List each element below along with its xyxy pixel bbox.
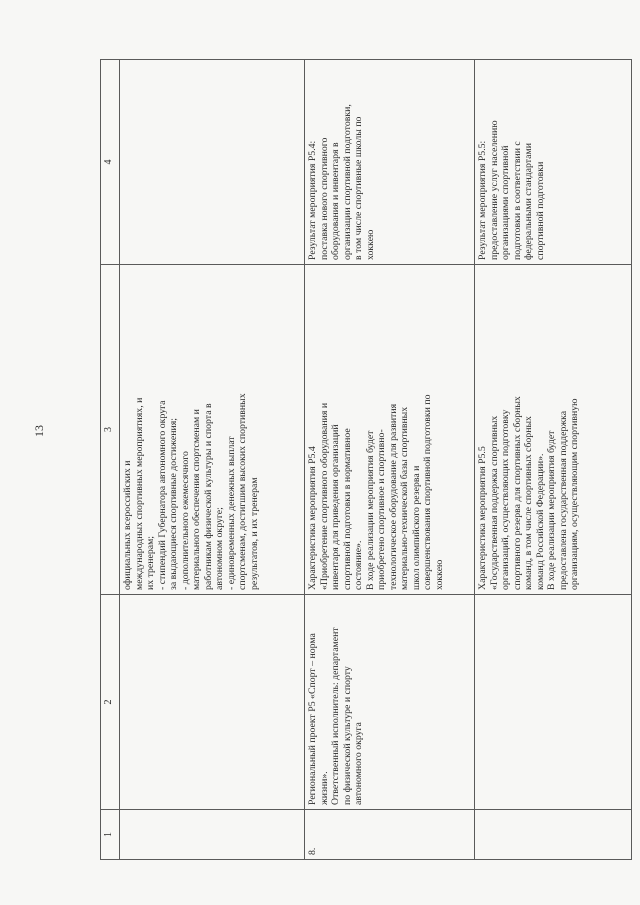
table-container: [100, 60, 628, 860]
column-header: 3: [101, 265, 120, 595]
cell-text-line: организациям, осуществляющим спортивную: [569, 398, 581, 590]
cell-text-line: международных спортивных мероприятиях, и: [133, 397, 145, 590]
cell-text-line: организациями спортивной: [500, 145, 512, 260]
cell-text-line: «Приобретение спортивного оборудования и: [318, 402, 330, 590]
cell-text-line: поставка нового спортивного: [318, 137, 330, 260]
cell-text-line: автономном округе;: [214, 507, 226, 590]
cell-text-line: технологическое оборудование для развития: [387, 403, 399, 590]
column-header: 2: [101, 595, 120, 810]
cell-text-line: хоккею: [364, 229, 376, 260]
cell-text-line: результатов, и их тренерам: [249, 477, 261, 590]
project-cell: [305, 595, 475, 810]
cell-text-line: спортивной подготовки в нормативное: [341, 428, 353, 590]
cell-text-line: материального обеспечения спортсменам и: [191, 409, 203, 590]
cell-text-line: за выдающиеся спортивные достижения;: [168, 418, 180, 590]
characteristic-cell: [305, 265, 475, 595]
program-table: [100, 59, 632, 860]
cell-text-line: - дополнительного ежемесячного: [179, 451, 191, 590]
cell-text-line: Ответственный исполнитель: департамент: [330, 627, 342, 805]
characteristic-cell: [475, 265, 632, 595]
project-cell: [475, 595, 632, 810]
column-header: 4: [101, 60, 120, 265]
cell-text-line: по физической культуре и спорту: [341, 666, 353, 805]
page-number: 13: [32, 425, 46, 437]
cell-text-line: спортсменам, достигшим высоких спортивных: [237, 393, 249, 590]
result-cell: [305, 60, 475, 265]
cell-text-line: их тренерам;: [145, 536, 157, 590]
result-cell: [475, 60, 632, 265]
cell-text-line: школ олимпийского резерва и: [410, 465, 422, 590]
cell-text-line: В ходе реализации мероприятия будет: [364, 430, 376, 590]
cell-text-line: предоставлена государственная поддержка: [557, 410, 569, 590]
cell-text-line: совершенствования спортивной подготовки по: [422, 394, 434, 590]
row-number-cell: [475, 810, 632, 860]
cell-text-line: спортивной подготовки: [534, 161, 546, 260]
cell-text-line: организаций, осуществляющих подготовку: [500, 409, 512, 590]
result-cell: [120, 60, 305, 265]
cell-text-line: федеральными стандартами: [523, 143, 535, 260]
cell-text-line: материально-технической базы спортивных: [399, 406, 411, 590]
cell-text-line: Результат мероприятия Р5.5:: [477, 140, 488, 260]
row-number-cell: [120, 810, 305, 860]
cell-text-line: команд, в том числе спортивных сборных: [523, 416, 535, 590]
cell-text-line: предоставление услуг населению: [488, 120, 500, 260]
characteristic-cell: [120, 265, 305, 595]
row-number-cell: 8.: [305, 810, 475, 860]
cell-text-line: - единовременных денежных выплат: [225, 436, 237, 590]
table-row: [120, 60, 305, 860]
cell-text-line: «Государственная поддержка спортивных: [488, 415, 500, 590]
cell-text-line: организации спортивной подготовки,: [341, 104, 353, 260]
cell-text-line: - стипендий Губернатора автономного округа: [156, 400, 168, 590]
cell-text-line: Результат мероприятия Р5.4:: [307, 140, 318, 260]
project-cell: [120, 595, 305, 810]
cell-text-line: Характеристика мероприятия Р5.5: [477, 446, 488, 590]
cell-text-line: спортивного резерва для спортивных сборных: [511, 396, 523, 590]
cell-text-line: Характеристика мероприятия Р5.4: [307, 446, 318, 590]
cell-text-line: официальных всероссийских и: [122, 460, 133, 590]
cell-text-line: Региональный проект Р5 «Спорт – норма: [307, 633, 318, 805]
table-row: [475, 60, 632, 860]
table-row: [305, 60, 475, 860]
cell-text-line: приобретено спортивное и спортивно-: [376, 429, 388, 590]
cell-text-line: работникам физической культуры и спорта в: [202, 403, 214, 590]
cell-text-line: в том числе спортивные школы по: [353, 116, 365, 260]
cell-text-line: автономного округа: [353, 722, 365, 805]
cell-text-line: состояние».: [353, 540, 365, 590]
cell-text-line: инвентаря для приведения организаций: [330, 424, 342, 590]
cell-text-line: хоккею: [434, 559, 446, 590]
cell-text-line: оборудования и инвентаря в: [330, 142, 342, 260]
cell-text-line: подготовки в соответствии с: [511, 141, 523, 260]
cell-text-line: В ходе реализации мероприятия будет: [546, 430, 558, 590]
cell-text-line: команд Российской Федерации».: [534, 453, 546, 590]
cell-text-line: жизни».: [318, 771, 330, 805]
table-header-row: [101, 60, 120, 860]
column-header: 1: [101, 810, 120, 860]
